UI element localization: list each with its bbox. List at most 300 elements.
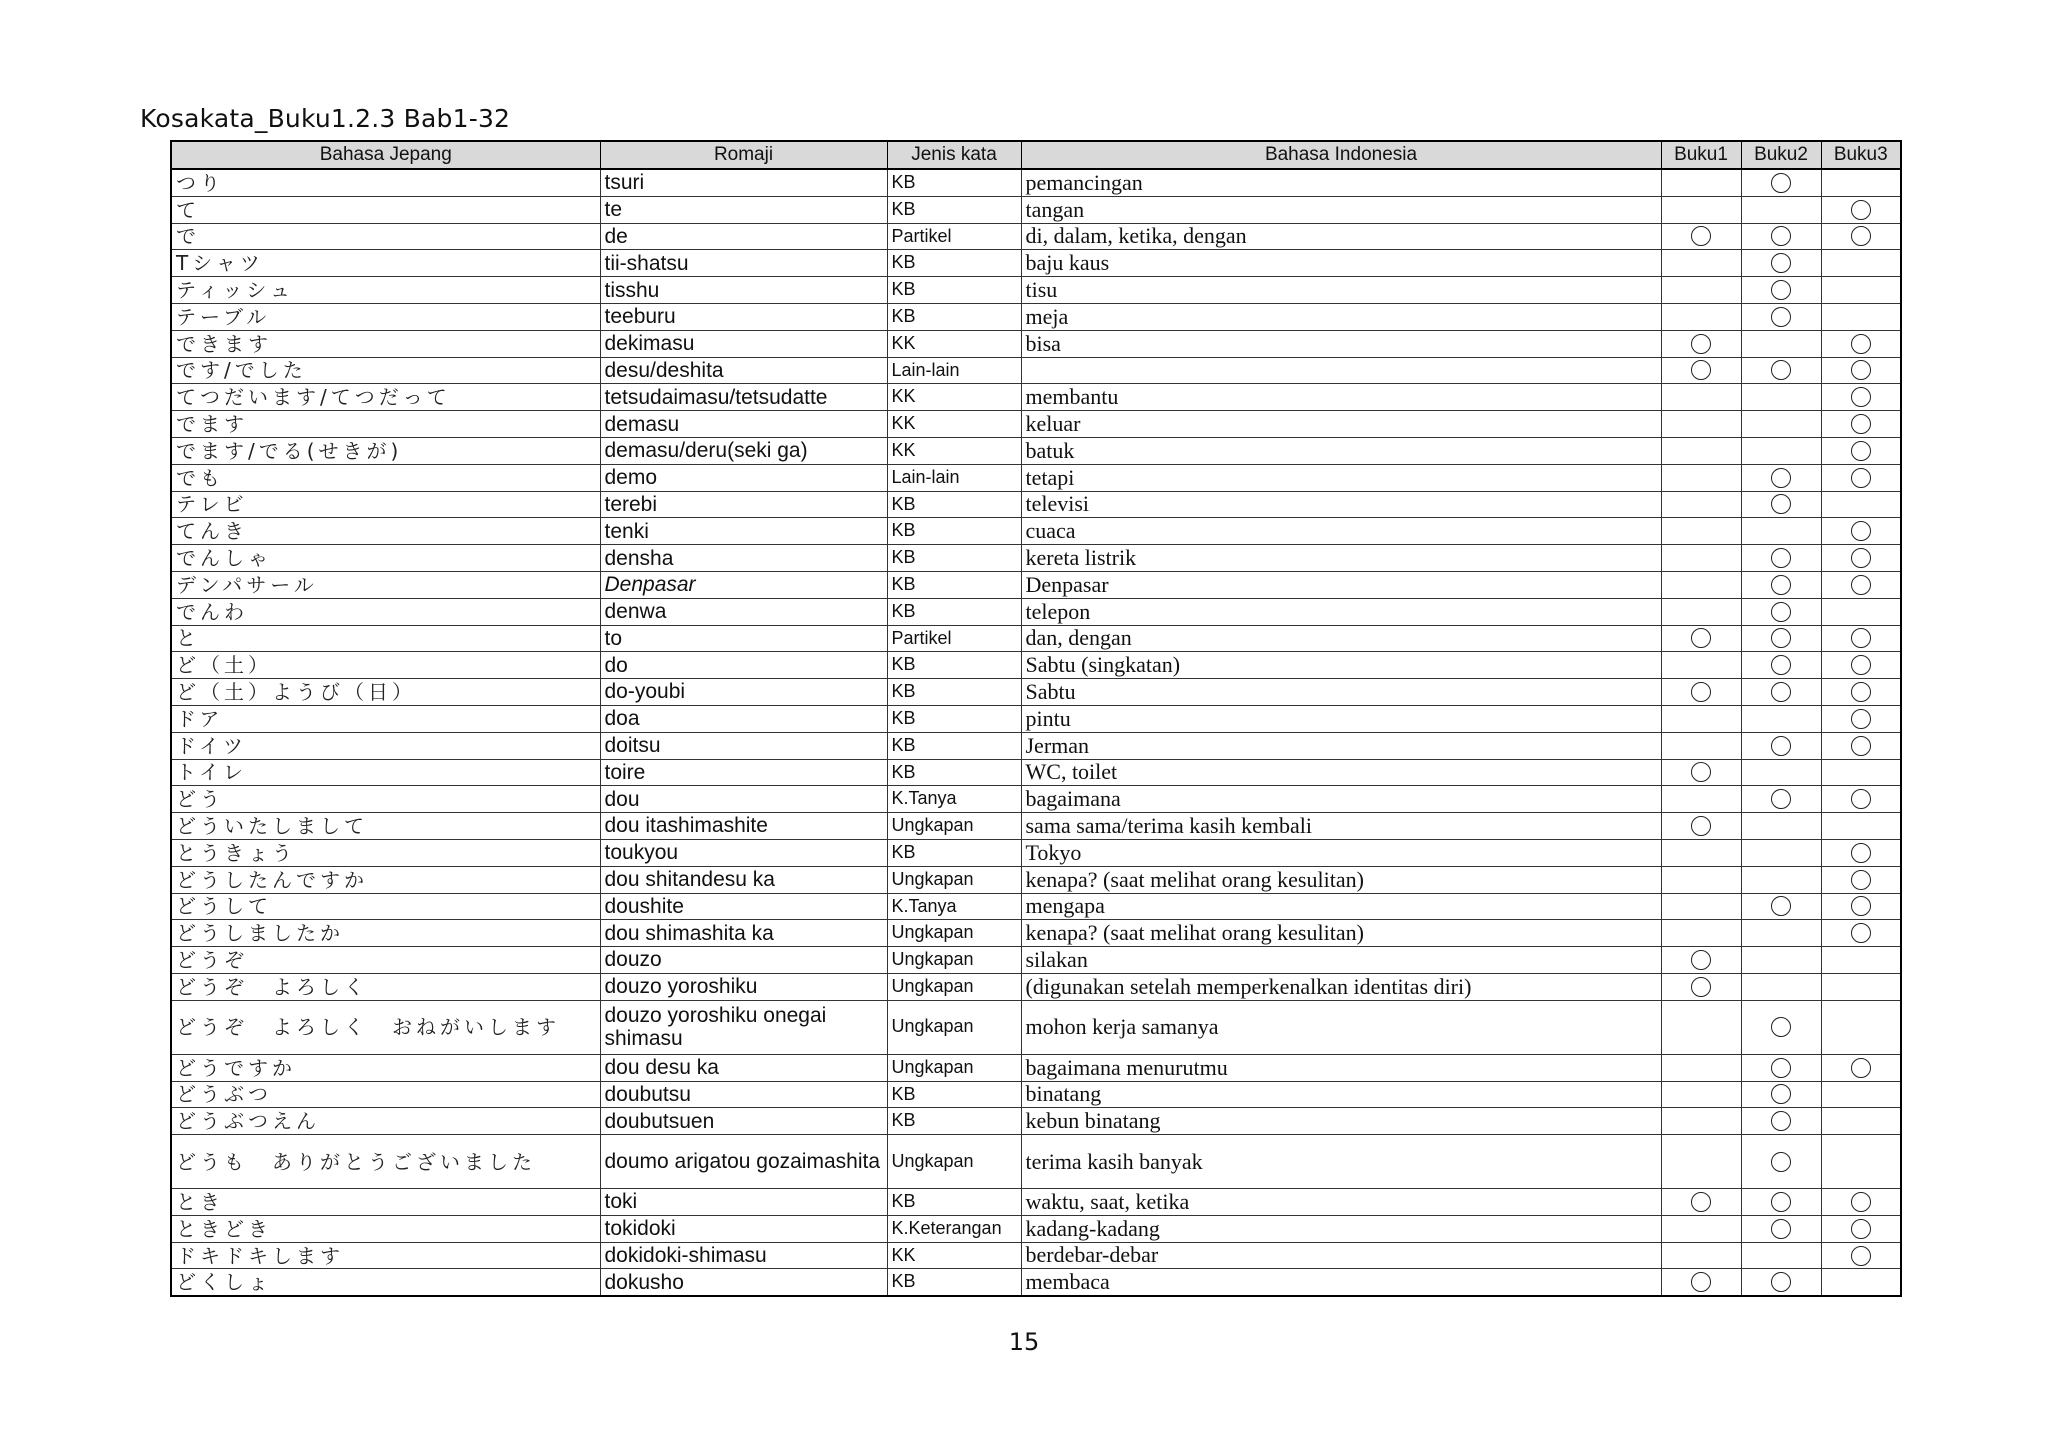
buku3-cell [1821,1108,1901,1135]
circle-mark-icon [1771,280,1791,300]
buku1-cell [1661,1135,1741,1189]
buku1-cell [1661,384,1741,411]
buku3-cell [1821,545,1901,572]
circle-mark-icon [1851,360,1871,380]
romaji-cell: toki [600,1189,887,1216]
circle-mark-icon [1771,682,1791,702]
word-type-cell: Ungkapan [887,947,1021,974]
buku1-cell [1661,625,1741,652]
circle-mark-icon [1771,1219,1791,1239]
buku2-cell [1741,518,1821,545]
romaji-cell: doubutsu [600,1081,887,1108]
buku3-cell [1821,866,1901,893]
circle-mark-icon [1851,521,1871,541]
buku3-cell [1821,437,1901,464]
table-row [171,679,1901,706]
romaji-cell: douzo yoroshiku [600,973,887,1000]
indonesian-meaning: terima kasih banyak [1021,1135,1661,1189]
table-body [171,169,1901,1296]
buku1-cell [1661,679,1741,706]
japanese-word: どうしましたか [171,920,600,947]
table-row [171,947,1901,974]
japanese-word: て [171,196,600,223]
circle-mark-icon [1851,923,1871,943]
indonesian-meaning: batuk [1021,437,1661,464]
buku1-cell [1661,920,1741,947]
romaji-cell: doitsu [600,732,887,759]
table-row [171,920,1901,947]
japanese-word: どうですか [171,1054,600,1081]
buku3-cell [1821,679,1901,706]
buku2-cell [1741,759,1821,786]
japanese-word: どうぶつ [171,1081,600,1108]
buku3-cell [1821,169,1901,196]
word-type-cell: KB [887,1189,1021,1216]
circle-mark-icon [1851,628,1871,648]
japanese-word: つり [171,169,600,196]
circle-mark-icon [1771,602,1791,622]
japanese-word: どくしょ [171,1269,600,1296]
indonesian-meaning: pemancingan [1021,169,1661,196]
table-row [171,839,1901,866]
circle-mark-icon [1771,360,1791,380]
romaji-cell: tisshu [600,277,887,304]
circle-mark-icon [1771,548,1791,568]
japanese-word: でます [171,411,600,438]
table-row [171,330,1901,357]
buku3-cell [1821,973,1901,1000]
buku1-cell [1661,1081,1741,1108]
buku1-cell [1661,437,1741,464]
indonesian-meaning: kebun binatang [1021,1108,1661,1135]
buku1-cell [1661,759,1741,786]
buku2-cell [1741,973,1821,1000]
document-title: Kosakata_Buku1.2.3 Bab1-32 [140,104,511,133]
buku1-cell [1661,893,1741,920]
buku1-cell [1661,545,1741,572]
romaji-cell: demo [600,464,887,491]
indonesian-meaning: tetapi [1021,464,1661,491]
buku2-cell [1741,196,1821,223]
indonesian-meaning: baju kaus [1021,250,1661,277]
buku3-cell [1821,652,1901,679]
buku3-cell [1821,705,1901,732]
buku2-cell [1741,866,1821,893]
circle-mark-icon [1691,1272,1711,1292]
buku2-cell [1741,1269,1821,1296]
japanese-word: ドキドキします [171,1242,600,1269]
circle-mark-icon [1851,200,1871,220]
japanese-word: ど（土） [171,652,600,679]
table-row [171,598,1901,625]
japanese-word: どうぞ よろしく [171,973,600,1000]
circle-mark-icon [1851,1246,1871,1266]
indonesian-meaning: binatang [1021,1081,1661,1108]
romaji-cell: doubutsuen [600,1108,887,1135]
japanese-word: ドイツ [171,732,600,759]
word-type-cell: KK [887,384,1021,411]
buku2-cell [1741,303,1821,330]
buku2-cell [1741,277,1821,304]
buku1-cell [1661,411,1741,438]
table-row [171,732,1901,759]
romaji-cell: terebi [600,491,887,518]
romaji-cell: tenki [600,518,887,545]
word-type-cell: KB [887,196,1021,223]
table-row [171,1215,1901,1242]
romaji-cell: douzo [600,947,887,974]
table-row [171,411,1901,438]
buku2-cell [1741,169,1821,196]
romaji-cell: dou shimashita ka [600,920,887,947]
circle-mark-icon [1771,1192,1791,1212]
buku3-cell [1821,920,1901,947]
buku2-cell [1741,1081,1821,1108]
circle-mark-icon [1851,655,1871,675]
circle-mark-icon [1771,789,1791,809]
circle-mark-icon [1771,468,1791,488]
buku1-cell [1661,330,1741,357]
indonesian-meaning: Tokyo [1021,839,1661,866]
buku3-cell [1821,330,1901,357]
indonesian-meaning: sama sama/terima kasih kembali [1021,813,1661,840]
buku3-cell [1821,598,1901,625]
romaji-cell: toire [600,759,887,786]
buku1-cell [1661,518,1741,545]
buku1-cell [1661,786,1741,813]
romaji-cell: desu/deshita [600,357,887,384]
buku2-cell [1741,947,1821,974]
indonesian-meaning: cuaca [1021,518,1661,545]
word-type-cell: Ungkapan [887,1054,1021,1081]
circle-mark-icon [1771,896,1791,916]
buku2-cell [1741,1108,1821,1135]
circle-mark-icon [1771,736,1791,756]
buku2-cell [1741,464,1821,491]
word-type-cell: Lain-lain [887,464,1021,491]
buku2-cell [1741,384,1821,411]
word-type-cell: Partikel [887,223,1021,250]
circle-mark-icon [1851,736,1871,756]
table-row [171,1081,1901,1108]
indonesian-meaning: bisa [1021,330,1661,357]
circle-mark-icon [1691,1192,1711,1212]
romaji-cell: do [600,652,887,679]
indonesian-meaning: di, dalam, ketika, dengan [1021,223,1661,250]
indonesian-meaning: kenapa? (saat melihat orang kesulitan) [1021,920,1661,947]
romaji-cell: Denpasar [600,571,887,598]
word-type-cell: KB [887,169,1021,196]
buku3-cell [1821,1189,1901,1216]
table-row [171,223,1901,250]
circle-mark-icon [1851,870,1871,890]
indonesian-meaning: telepon [1021,598,1661,625]
circle-mark-icon [1771,1017,1791,1037]
word-type-cell: KB [887,679,1021,706]
indonesian-meaning: kereta listrik [1021,545,1661,572]
circle-mark-icon [1851,1058,1871,1078]
buku3-cell [1821,839,1901,866]
buku2-cell [1741,1000,1821,1054]
word-type-cell: K.Keterangan [887,1215,1021,1242]
japanese-word: できます [171,330,600,357]
circle-mark-icon [1771,575,1791,595]
table-row [171,384,1901,411]
buku2-cell [1741,330,1821,357]
table-row [171,571,1901,598]
buku1-cell [1661,1269,1741,1296]
buku1-cell [1661,1000,1741,1054]
japanese-word: どうしたんですか [171,866,600,893]
circle-mark-icon [1771,655,1791,675]
buku2-cell [1741,491,1821,518]
romaji-cell: demasu [600,411,887,438]
word-type-cell: K.Tanya [887,893,1021,920]
japanese-word: ど（土）ようび（日） [171,679,600,706]
word-type-cell: KB [887,652,1021,679]
buku1-cell [1661,1189,1741,1216]
word-type-cell: Lain-lain [887,357,1021,384]
word-type-cell: KB [887,250,1021,277]
japanese-word: でます/でる(せきが) [171,437,600,464]
word-type-cell: Ungkapan [887,1135,1021,1189]
indonesian-meaning: bagaimana [1021,786,1661,813]
buku2-cell [1741,250,1821,277]
circle-mark-icon [1851,896,1871,916]
buku3-cell [1821,625,1901,652]
word-type-cell: KB [887,571,1021,598]
buku3-cell [1821,303,1901,330]
buku3-cell [1821,1242,1901,1269]
table-row [171,545,1901,572]
buku1-cell [1661,357,1741,384]
buku1-cell [1661,947,1741,974]
circle-mark-icon [1771,494,1791,514]
japanese-word: どういたしまして [171,813,600,840]
table-row [171,277,1901,304]
circle-mark-icon [1771,1111,1791,1131]
circle-mark-icon [1771,1272,1791,1292]
romaji-cell: doa [600,705,887,732]
buku3-cell [1821,1269,1901,1296]
indonesian-meaning: Sabtu [1021,679,1661,706]
japanese-word: どうぶつえん [171,1108,600,1135]
circle-mark-icon [1851,226,1871,246]
romaji-cell: denwa [600,598,887,625]
buku2-cell [1741,920,1821,947]
indonesian-meaning: membaca [1021,1269,1661,1296]
japanese-word: トイレ [171,759,600,786]
circle-mark-icon [1851,387,1871,407]
table-row [171,357,1901,384]
buku1-cell [1661,866,1741,893]
table-row [171,1242,1901,1269]
buku3-cell [1821,464,1901,491]
buku3-cell [1821,813,1901,840]
buku1-cell [1661,1215,1741,1242]
buku2-cell [1741,437,1821,464]
word-type-cell: KB [887,491,1021,518]
indonesian-meaning: berdebar-debar [1021,1242,1661,1269]
buku3-cell [1821,759,1901,786]
romaji-cell: dokidoki-shimasu [600,1242,887,1269]
word-type-cell: KB [887,303,1021,330]
circle-mark-icon [1691,682,1711,702]
table-row [171,1000,1901,1054]
word-type-cell: KK [887,1242,1021,1269]
japanese-word: ときどき [171,1215,600,1242]
buku1-cell [1661,303,1741,330]
buku1-cell [1661,839,1741,866]
word-type-cell: K.Tanya [887,786,1021,813]
romaji-cell: tetsudaimasu/tetsudatte [600,384,887,411]
circle-mark-icon [1691,816,1711,836]
japanese-word: と [171,625,600,652]
circle-mark-icon [1691,628,1711,648]
table-row [171,652,1901,679]
buku1-cell [1661,1054,1741,1081]
column-header-romaji: Romaji [600,141,887,169]
japanese-word: どう [171,786,600,813]
circle-mark-icon [1851,843,1871,863]
word-type-cell: KB [887,545,1021,572]
circle-mark-icon [1691,334,1711,354]
buku3-cell [1821,1000,1901,1054]
word-type-cell: KK [887,437,1021,464]
column-header-indonesia: Bahasa Indonesia [1021,141,1661,169]
circle-mark-icon [1771,1058,1791,1078]
buku3-cell [1821,1054,1901,1081]
romaji-cell: to [600,625,887,652]
indonesian-meaning: dan, dengan [1021,625,1661,652]
buku1-cell [1661,1242,1741,1269]
word-type-cell: KB [887,839,1021,866]
buku1-cell [1661,491,1741,518]
buku3-cell [1821,411,1901,438]
buku3-cell [1821,196,1901,223]
romaji-cell: demasu/deru(seki ga) [600,437,887,464]
buku2-cell [1741,893,1821,920]
circle-mark-icon [1771,173,1791,193]
table-row [171,973,1901,1000]
japanese-word: テレビ [171,491,600,518]
table-row [171,250,1901,277]
romaji-cell: dokusho [600,1269,887,1296]
word-type-cell: Ungkapan [887,1000,1021,1054]
romaji-cell: tii-shatsu [600,250,887,277]
japanese-word: デンパサール [171,571,600,598]
word-type-cell: KB [887,1081,1021,1108]
romaji-cell: te [600,196,887,223]
circle-mark-icon [1851,334,1871,354]
circle-mark-icon [1851,468,1871,488]
buku3-cell [1821,384,1901,411]
page-number: 15 [1008,1328,1040,1356]
indonesian-meaning: Jerman [1021,732,1661,759]
romaji-cell: douzo yoroshiku onegai shimasu [600,1000,887,1054]
japanese-word: で [171,223,600,250]
circle-mark-icon [1851,575,1871,595]
romaji-cell: tokidoki [600,1215,887,1242]
buku2-cell [1741,1242,1821,1269]
table-row [171,705,1901,732]
romaji-cell: dou shitandesu ka [600,866,887,893]
buku1-cell [1661,464,1741,491]
buku1-cell [1661,196,1741,223]
circle-mark-icon [1851,709,1871,729]
indonesian-meaning: keluar [1021,411,1661,438]
circle-mark-icon [1691,226,1711,246]
japanese-word: どうぞ [171,947,600,974]
indonesian-meaning: silakan [1021,947,1661,974]
indonesian-meaning: pintu [1021,705,1661,732]
word-type-cell: KK [887,411,1021,438]
table-row [171,759,1901,786]
circle-mark-icon [1771,1152,1791,1172]
buku2-cell [1741,786,1821,813]
circle-mark-icon [1771,1084,1791,1104]
buku3-cell [1821,1135,1901,1189]
buku2-cell [1741,839,1821,866]
buku3-cell [1821,357,1901,384]
indonesian-meaning: membantu [1021,384,1661,411]
buku2-cell [1741,411,1821,438]
vocabulary-table [170,140,1902,1297]
word-type-cell: Partikel [887,625,1021,652]
word-type-cell: KB [887,732,1021,759]
word-type-cell: KB [887,1269,1021,1296]
buku3-cell [1821,1081,1901,1108]
table-header [171,141,1901,169]
romaji-cell: de [600,223,887,250]
column-header-buku1: Buku1 [1661,141,1741,169]
column-header-buku3: Buku3 [1821,141,1901,169]
table-row [171,1135,1901,1189]
circle-mark-icon [1851,548,1871,568]
table-row [171,1269,1901,1296]
buku3-cell [1821,277,1901,304]
word-type-cell: Ungkapan [887,973,1021,1000]
word-type-cell: KB [887,705,1021,732]
indonesian-meaning: waktu, saat, ketika [1021,1189,1661,1216]
japanese-word: でも [171,464,600,491]
indonesian-meaning: bagaimana menurutmu [1021,1054,1661,1081]
romaji-cell: toukyou [600,839,887,866]
table-row [171,169,1901,196]
buku3-cell [1821,223,1901,250]
japanese-word: Tシャツ [171,250,600,277]
circle-mark-icon [1771,226,1791,246]
table-row [171,518,1901,545]
japanese-word: どうして [171,893,600,920]
circle-mark-icon [1851,441,1871,461]
circle-mark-icon [1851,414,1871,434]
indonesian-meaning: Sabtu (singkatan) [1021,652,1661,679]
circle-mark-icon [1851,1219,1871,1239]
indonesian-meaning: kenapa? (saat melihat orang kesulitan) [1021,866,1661,893]
buku3-cell [1821,518,1901,545]
indonesian-meaning: mohon kerja samanya [1021,1000,1661,1054]
japanese-word: テーブル [171,303,600,330]
buku2-cell [1741,1054,1821,1081]
buku2-cell [1741,1215,1821,1242]
circle-mark-icon [1771,253,1791,273]
indonesian-meaning: tangan [1021,196,1661,223]
romaji-cell: teeburu [600,303,887,330]
word-type-cell: KB [887,759,1021,786]
romaji-cell: densha [600,545,887,572]
romaji-cell: dou itashimashite [600,813,887,840]
